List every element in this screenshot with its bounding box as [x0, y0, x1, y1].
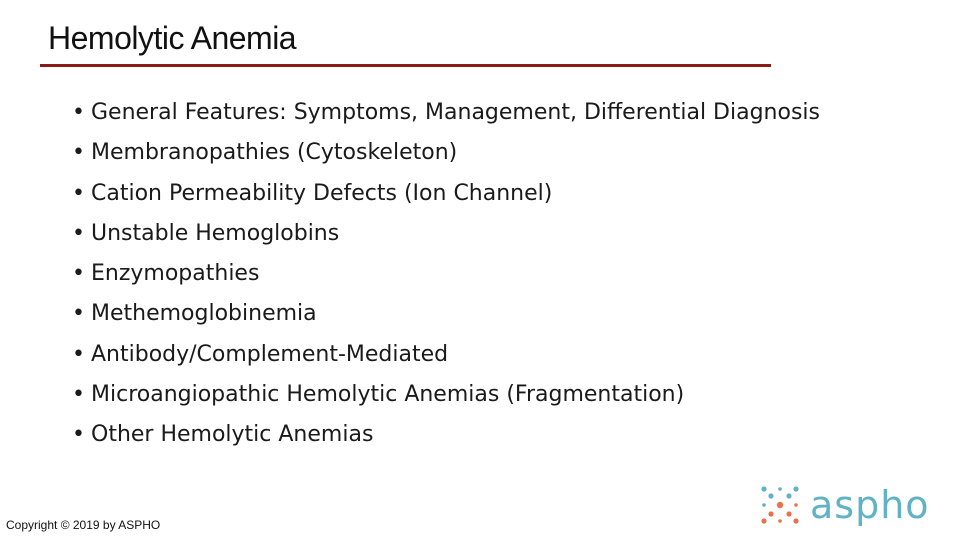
bullet-text: Cation Permeability Defects (Ion Channel) [91, 180, 553, 206]
bullet-text: Enzymopathies [91, 261, 260, 287]
logo-wordmark: aspho [810, 483, 930, 527]
bullet-text: Other Hemolytic Anemias [91, 422, 374, 448]
title-underline [40, 64, 771, 67]
bullet-item [72, 376, 820, 416]
bullet-list [72, 94, 820, 457]
bullet-text: General Features: Symptoms, Management, Differential Diagnosis [91, 100, 820, 125]
bullet-marker: • [72, 301, 85, 327]
bullet-item [72, 295, 820, 335]
bullet-marker: • [72, 220, 85, 246]
bullet-item [72, 416, 820, 456]
bullet-item [72, 134, 820, 174]
slide-title: Hemolytic Anemia [48, 20, 297, 56]
aspho-logo [760, 482, 940, 528]
bullet-marker: • [72, 341, 85, 367]
bullet-item [72, 336, 820, 376]
copyright-footer: Copyright © 2019 by ASPHO [6, 518, 161, 532]
bullet-text: Antibody/Complement-Mediated [91, 341, 449, 367]
dotted-x-icon [760, 485, 800, 525]
bullet-text: Microangiopathic Hemolytic Anemias (Fragmentation) [91, 382, 685, 408]
bullet-marker: • [72, 180, 85, 206]
bullet-text: Unstable Hemoglobins [91, 220, 340, 246]
bullet-marker: • [72, 261, 85, 287]
bullet-marker: • [72, 422, 85, 448]
bullet-marker: • [72, 100, 85, 125]
bullet-marker: • [72, 140, 85, 166]
bullet-text: Membranopathies (Cytoskeleton) [91, 140, 458, 166]
bullet-item [72, 94, 820, 134]
bullet-item [72, 255, 820, 295]
bullet-text: Methemoglobinemia [91, 301, 317, 327]
bullet-item [72, 215, 820, 255]
bullet-item [72, 175, 820, 215]
bullet-marker: • [72, 382, 85, 408]
